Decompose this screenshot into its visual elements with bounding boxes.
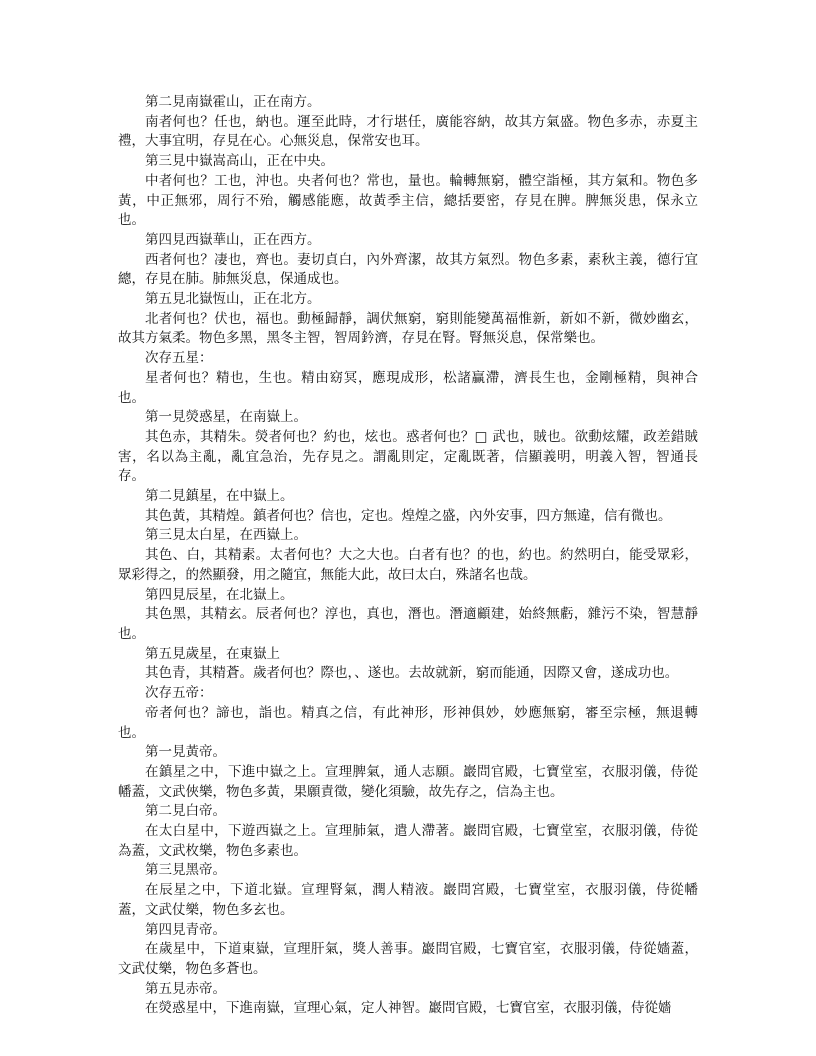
paragraph: 其色黃，其精煌。鎮者何也？信也，定也。煌煌之盛，內外安事，四方無違，信有微也。 (145, 507, 672, 524)
section-heading: 第二見白帝。 (145, 803, 226, 820)
section-heading: 第五見赤帝。 (145, 980, 226, 997)
section-heading: 第一見熒惑星，在南嶽上。 (145, 409, 307, 426)
section-heading: 第三見太白星，在西嶽上。 (145, 527, 307, 544)
paragraph: 在熒惑星中，下進南嶽，宣理心氣，定人神智。巖問官殿，七寶官室，衣服羽儀，侍從嬙 (145, 1000, 672, 1017)
section-heading: 第五見北嶽恆山，正在北方。 (145, 291, 321, 308)
paragraph: 其色、白，其精素。太者何也？大之大也。白者有也？的也，約也。約然明白，能受眾彩，眾彩得之，的然顯發，用之隨宜，無能大此，故曰太白，殊諸名也哉。 (118, 547, 698, 583)
paragraph: 其色赤，其精朱。熒者何也？約也，炫也。惑者何也？□ 武也，賊也。欲動炫耀，政差錯賊害，名以為主亂，亂宜急治，先存見之。謂亂則定，定亂既著，信顯義明，明義入智，智通長存。 (118, 428, 698, 485)
paragraph: 在歲星中，下道東嶽，宣理肝氣，獎人善事。巖問官殿，七寶官室，衣服羽儀，侍從嬙蓋，文武仗樂，物色多蒼也。 (118, 941, 698, 977)
section-heading: 次存五星： (145, 350, 213, 367)
paragraph: 西者何也？凄也，齊也。妻切貞白，內外齊潔，故其方氣烈。物色多素，素秋主義，德行宜總，存見在肺。肺無災息，保通成也。 (118, 251, 698, 288)
paragraph: 星者何也？精也，生也。精由窈冥，應現成形，松諸贏滯，濟長生也，金剛極精，與神合也。 (118, 369, 698, 406)
section-heading: 第四見西嶽華山，正在西方。 (145, 231, 321, 248)
section-heading: 第二見鎮星，在中嶽上。 (145, 488, 294, 505)
paragraph: 其色黑，其精玄。辰者何也？淳也，真也，潛也。潛適顧建，始終無虧，雜污不染，智慧靜也。 (118, 606, 698, 642)
paragraph: 中者何也？工也，沖也。央者何也？常也，量也。輪轉無窮，體空詣極，其方氣和。物色多黃，中正無邪，周行不殆，觸感能應，故黃季主信，總括要密，存見在脾。脾無災患，保永立也。 (118, 172, 698, 229)
text-body (118, 93, 698, 1019)
paragraph: 在辰星之中，下道北嶽。宣理腎氣，潤人精液。巖問宮殿，七寶堂室，衣服羽儀，侍從幡蓋，文武仗樂，物色多玄也。 (118, 882, 698, 918)
paragraph: 北者何也？伏也，福也。動極歸靜，調伏無窮，窮則能變萬福惟新，新如不新，微妙幽玄，故其方氣柔。物色多黑，黑冬主智，智周鈐濟，存見在腎。腎無災息，保常樂也。 (118, 310, 698, 347)
section-heading: 第四見辰星，在北嶽上。 (145, 586, 294, 603)
section-heading: 第五見歲星，在東嶽上 (145, 645, 280, 662)
section-heading: 第一見黃帝。 (145, 744, 226, 761)
paragraph: 帝者何也？諦也，詣也。精真之信，有此神形，形神俱妙，妙應無窮，審至宗極，無退轉也。 (118, 704, 698, 741)
paragraph: 在太白星中，下遊西嶽之上。宣理肺氣，遣人滯著。巖問官殿，七寶堂室，衣服羽儀，侍從為蓋，文武枚樂，物色多素也。 (118, 823, 698, 859)
paragraph: 在鎮星之中，下進中嶽之上。宣理脾氣，通人志願。巖問官殿，七寶堂室，衣服羽儀，侍從幡蓋，文武俠樂，物色多黃，果願責徵，變化須驗，故先存之，信為主也。 (118, 763, 698, 800)
section-heading: 第二見南嶽霍山，正在南方。 (145, 94, 321, 110)
section-heading: 第四見青帝。 (145, 921, 226, 938)
section-heading: 次存五帝： (145, 685, 213, 702)
section-heading: 第三見中嶽嵩高山，正在中央。 (145, 153, 334, 170)
section-heading: 第三見黑帝。 (145, 862, 226, 879)
paragraph: 其色青，其精蒼。歲者何也？際也，、遂也。去故就新，窮而能通，因際又會，遂成功也。 (145, 665, 679, 682)
paragraph: 南者何也？任也，納也。運至此時，才行堪任，廣能容納，故其方氣盛。物色多赤，赤夏主禮，大事宜明，存見在心。心無災息，保常安也耳。 (118, 113, 698, 150)
